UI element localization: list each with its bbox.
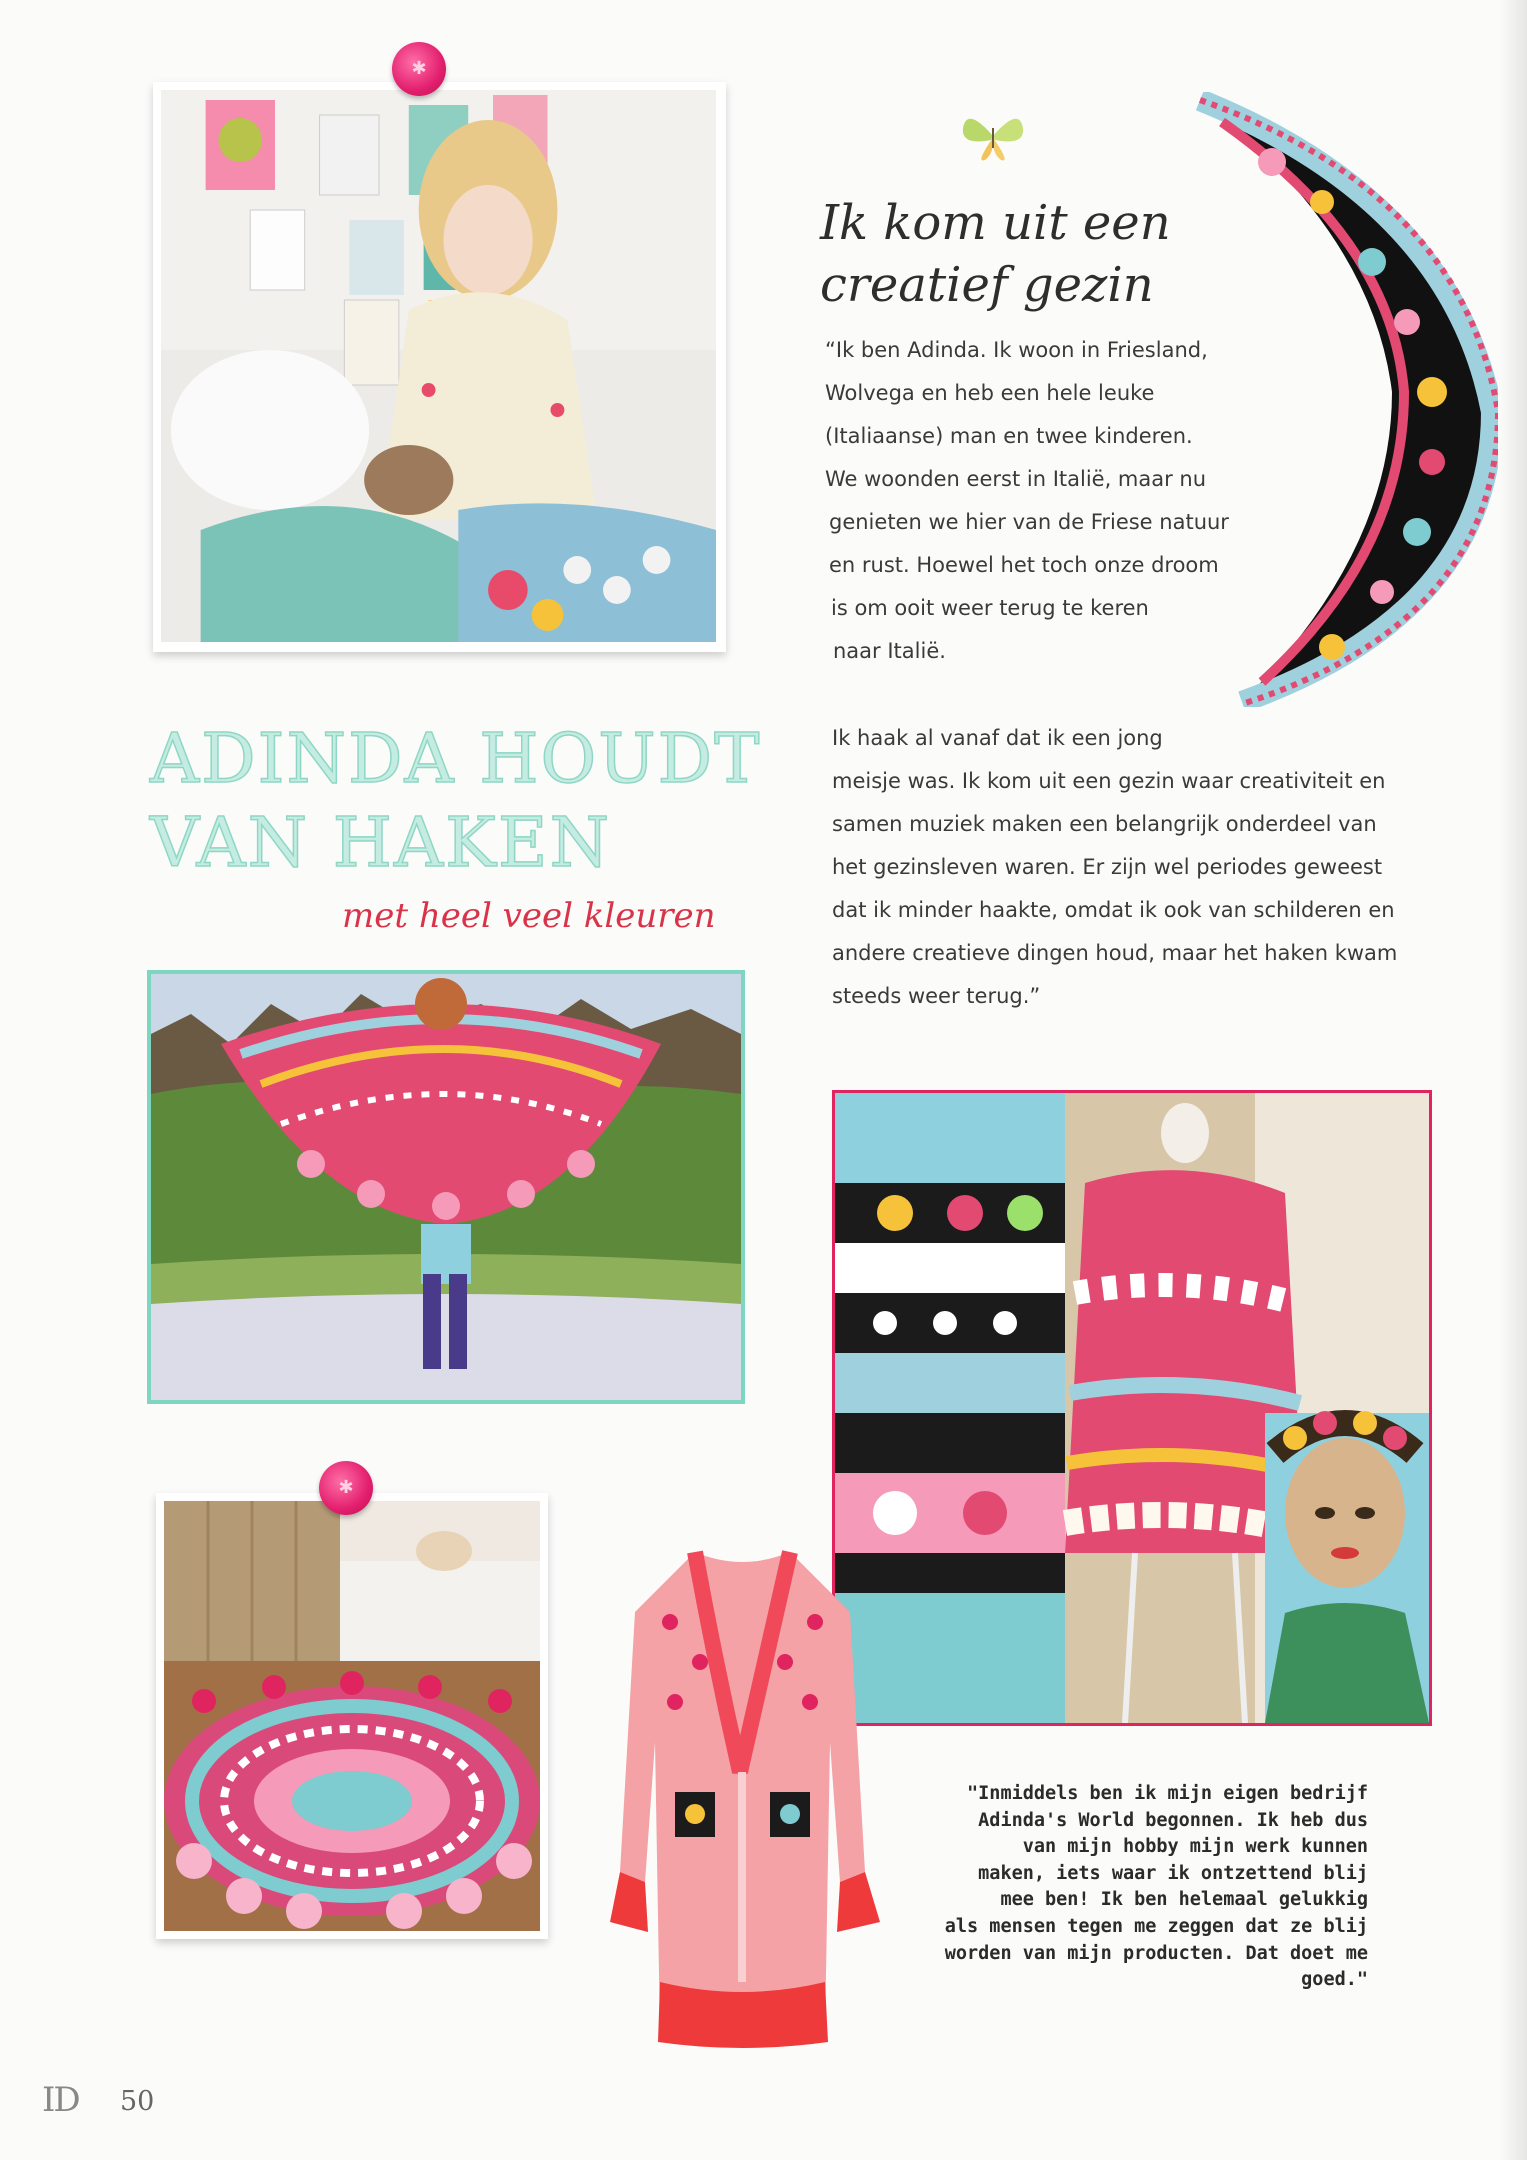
pink-button-pin-bottom: ✱ (319, 1461, 373, 1515)
body-line: samen muziek maken een belangrijk onderdeel van (832, 812, 1377, 836)
intro-line: is om ooit weer terug te keren (831, 596, 1149, 620)
crochet-cardigan-illustration (600, 1542, 885, 2054)
quote-line: "Inmiddels ben ik mijn eigen bedrijf (967, 1783, 1368, 1804)
photo-shawl-flower-field (147, 970, 745, 1404)
body-line: het gezinsleven waren. Er zijn wel periodes geweest (832, 855, 1383, 879)
intro-line: en rust. Hoewel het toch onze droom (829, 553, 1219, 577)
page-gutter-shadow (1499, 0, 1527, 2160)
body-line: dat ik minder haakte, omdat ik ook van schilderen en (832, 898, 1395, 922)
photo-shawl-flower-field-image (151, 974, 741, 1400)
feature-subtitle: met heel veel kleuren (342, 896, 716, 936)
quote-line: mee ben! Ik ben helemaal gelukkig (1000, 1889, 1368, 1911)
intro-line: We woonden eerst in Italië, maar nu (825, 467, 1207, 491)
body-line: Ik haak al vanaf dat ik een jong (832, 726, 1163, 750)
intro-line: Wolvega en heb een hele leuke (825, 381, 1155, 405)
photo-crochet-display-mannequin (832, 1090, 1432, 1726)
photo-adinda-crocheting-image (161, 90, 716, 642)
pink-button-pin-top: ✱ (392, 42, 446, 96)
feature-title-line-2: VAN HAKEN (150, 804, 612, 883)
photo-round-rug (156, 1493, 548, 1939)
body-line: steeds weer terug.” (832, 984, 1041, 1008)
quote-line: als mensen tegen me zeggen dat ze blij (944, 1915, 1368, 1937)
magazine-logo: ID (42, 2080, 79, 2120)
quote-line: worden van mijn producten. Dat doet me (944, 1942, 1368, 1964)
body-line: meisje was. Ik kom uit een gezin waar creativiteit en (832, 769, 1386, 793)
quote-line: goed." (1301, 1969, 1368, 1991)
body-line: andere creatieve dingen houd, maar het haken kwam (832, 941, 1398, 965)
butterfly-icon (957, 106, 1029, 166)
feature-title-line-1: ADINDA HOUDT (150, 720, 762, 799)
quote-line: maken, iets waar ik ontzettend blij (978, 1862, 1368, 1884)
intro-line: naar Italië. (833, 639, 946, 663)
intro-line: (Italiaanse) man en twee kinderen. (825, 424, 1193, 448)
intro-line: “Ik ben Adinda. Ik woon in Friesland, (825, 338, 1208, 362)
page-number: 50 (120, 2086, 155, 2117)
pull-quote (870, 1781, 1368, 1994)
intro-line: genieten we hier van de Friese natuur (829, 510, 1229, 534)
photo-round-rug-image (164, 1501, 540, 1931)
crochet-shawl-illustration (1192, 92, 1498, 707)
intro-paragraph (825, 329, 1229, 673)
body-paragraph (832, 717, 1397, 1018)
photo-crochet-display-image (835, 1093, 1429, 1723)
section-heading: Ik kom uit een creatief gezin (820, 195, 1171, 313)
quote-line: Adinda's World begonnen. Ik heb dus (978, 1809, 1368, 1831)
photo-adinda-crocheting (153, 82, 726, 652)
quote-line: van mijn hobby mijn werk kunnen (1022, 1836, 1368, 1858)
